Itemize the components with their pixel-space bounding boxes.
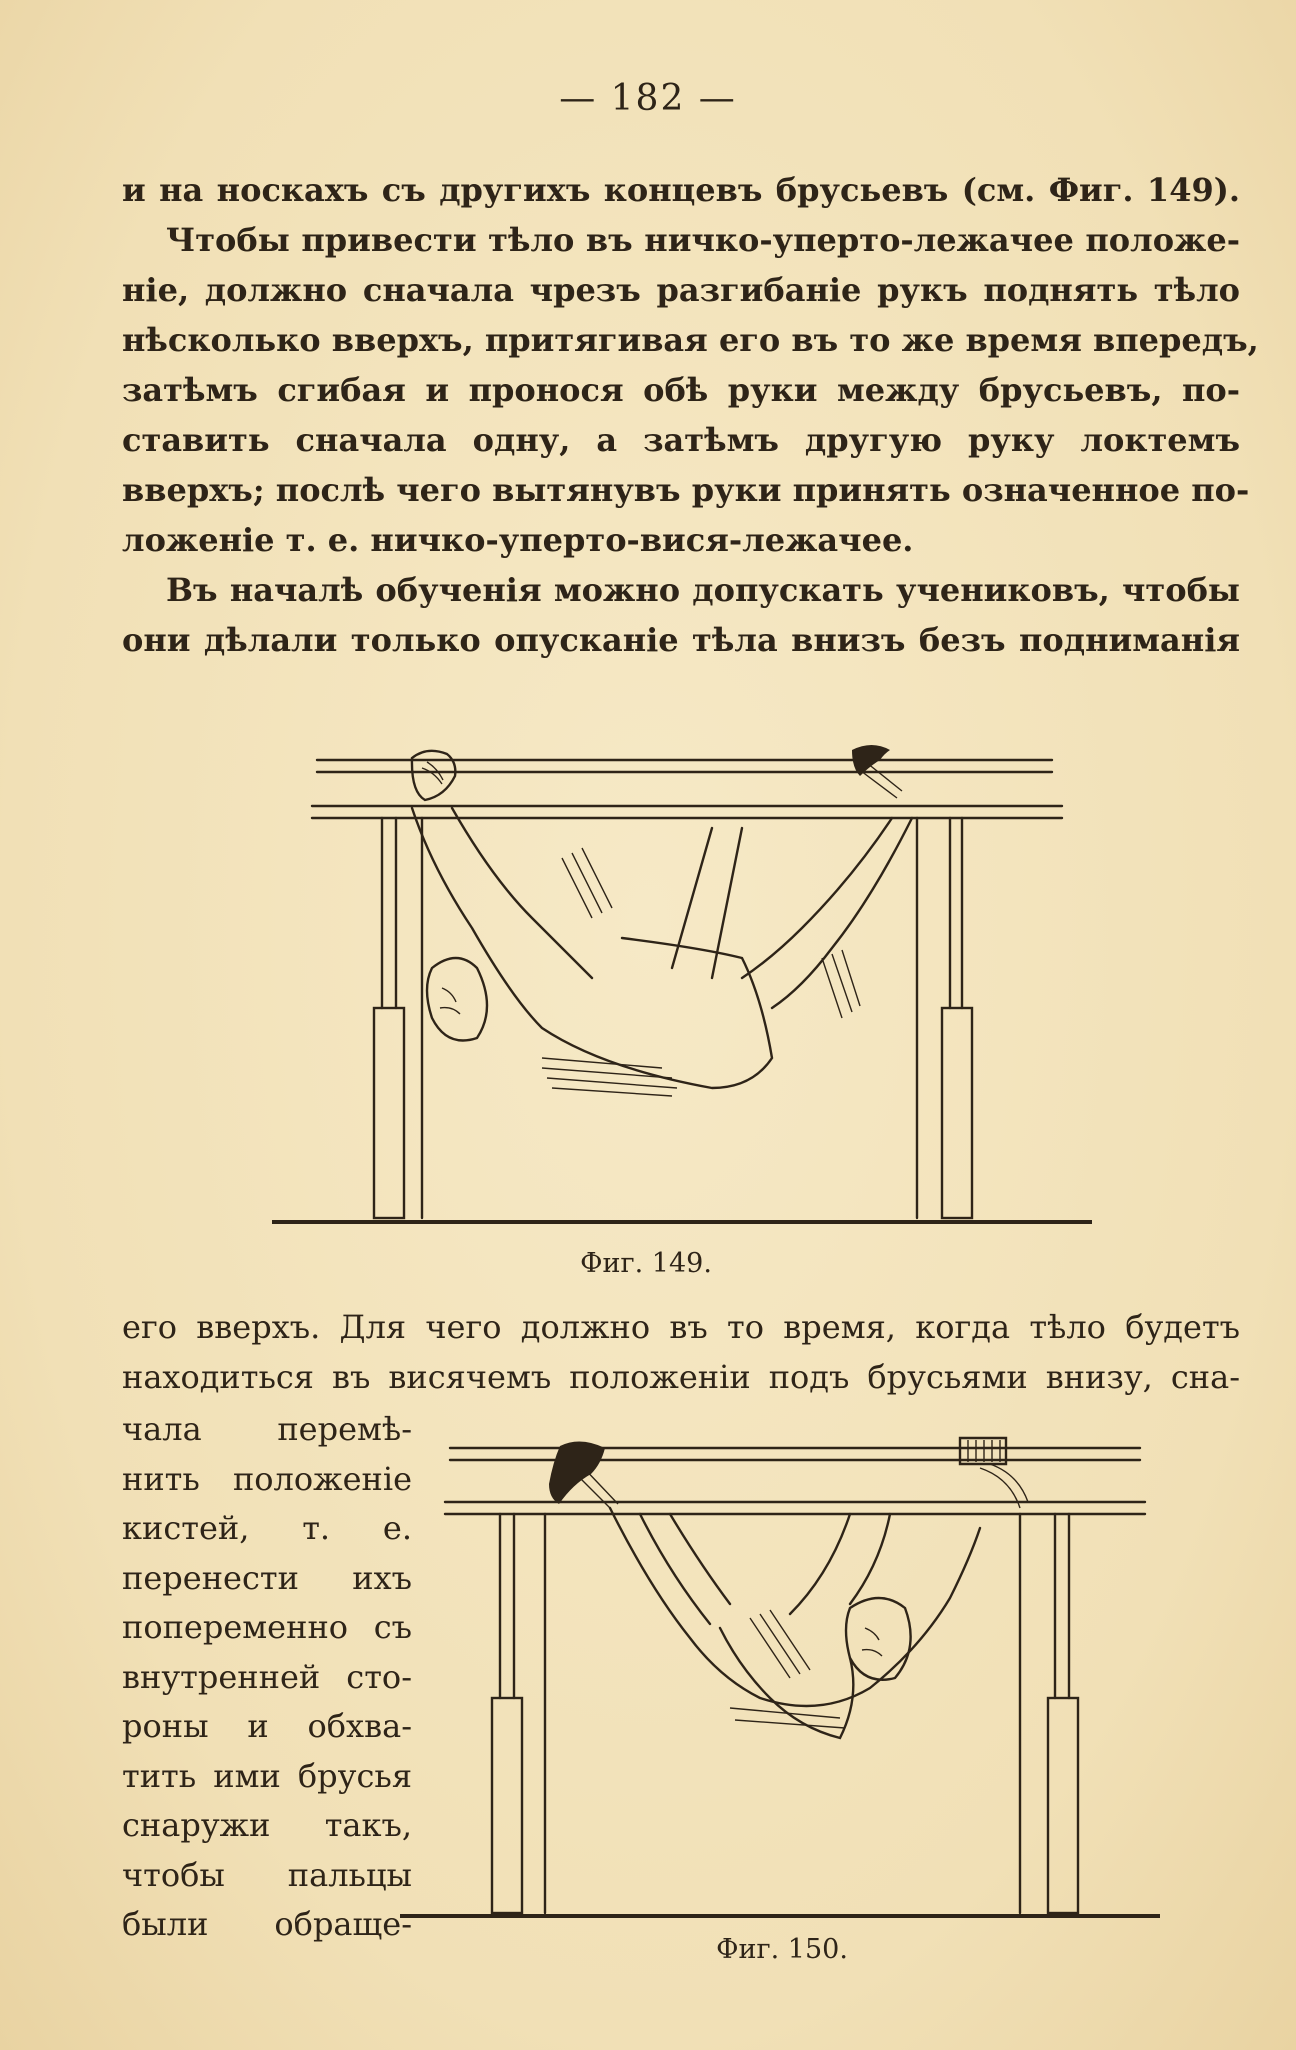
- text-line: вверхъ; послѣ чего вытянувъ руки принять означенное по-: [122, 471, 1250, 509]
- figure-149-caption: Фиг. 149.: [580, 1248, 712, 1279]
- page-number: — 182 —: [559, 78, 737, 119]
- text-line: Чтобы привести тѣло въ ничко-уперто-лежачее положе-: [166, 221, 1240, 259]
- text-line: ставить сначала одну, а затѣмъ другую руку локтемъ: [122, 421, 1240, 459]
- text-line: затѣмъ сгибая и пронося обѣ руки между брусьевъ, по-: [122, 371, 1240, 409]
- text-line: попеременно съ: [122, 1608, 412, 1646]
- text-line: снаружи такъ,: [122, 1806, 412, 1844]
- text-line: находиться въ висячемъ положенiи подъ брусьями внизу, сна-: [122, 1358, 1240, 1396]
- text-line: его вверхъ. Для чего должно въ то время, когда тѣло будетъ: [122, 1308, 1240, 1346]
- text-line: они дѣлали только опусканiе тѣла внизъ безъ подниманiя: [122, 621, 1240, 659]
- text-line: и на носкахъ съ другихъ концевъ брусьевъ (см. Фиг. 149).: [122, 171, 1240, 209]
- paragraph-block-bottom: [122, 1302, 1240, 1402]
- text-line: нить положенiе: [122, 1459, 412, 1498]
- paragraph-block-top: [122, 165, 1259, 665]
- text-line: внутренней сто-: [122, 1657, 412, 1696]
- figure-150-caption: Фиг. 150.: [716, 1934, 848, 1965]
- text-line: кистей, т. е.: [122, 1509, 412, 1547]
- text-line: чала перемѣ-: [122, 1410, 412, 1448]
- text-line: нiе, должно сначала чрезъ разгибанiе рукъ поднять тѣло: [122, 271, 1240, 309]
- text-line: тить ими брусья: [122, 1756, 412, 1795]
- text-line: были обраще-: [122, 1905, 412, 1943]
- text-line: чтобы пальцы: [122, 1855, 412, 1894]
- text-line: ложенiе т. е. ничко-уперто-вися-лежачее.: [122, 521, 914, 559]
- text-line: Въ началѣ обученiя можно допускать учениковъ, чтобы: [166, 571, 1240, 609]
- figure-150-illustration: [420, 1428, 1170, 1928]
- figure-149-illustration: [262, 738, 1092, 1238]
- paragraph-narrow-column: [122, 1405, 412, 1950]
- text-line: нѣсколько вверхъ, притягивая его въ то же время впередъ,: [122, 321, 1259, 359]
- text-line: роны и обхва-: [122, 1707, 412, 1745]
- text-line: перенести ихъ: [122, 1558, 412, 1597]
